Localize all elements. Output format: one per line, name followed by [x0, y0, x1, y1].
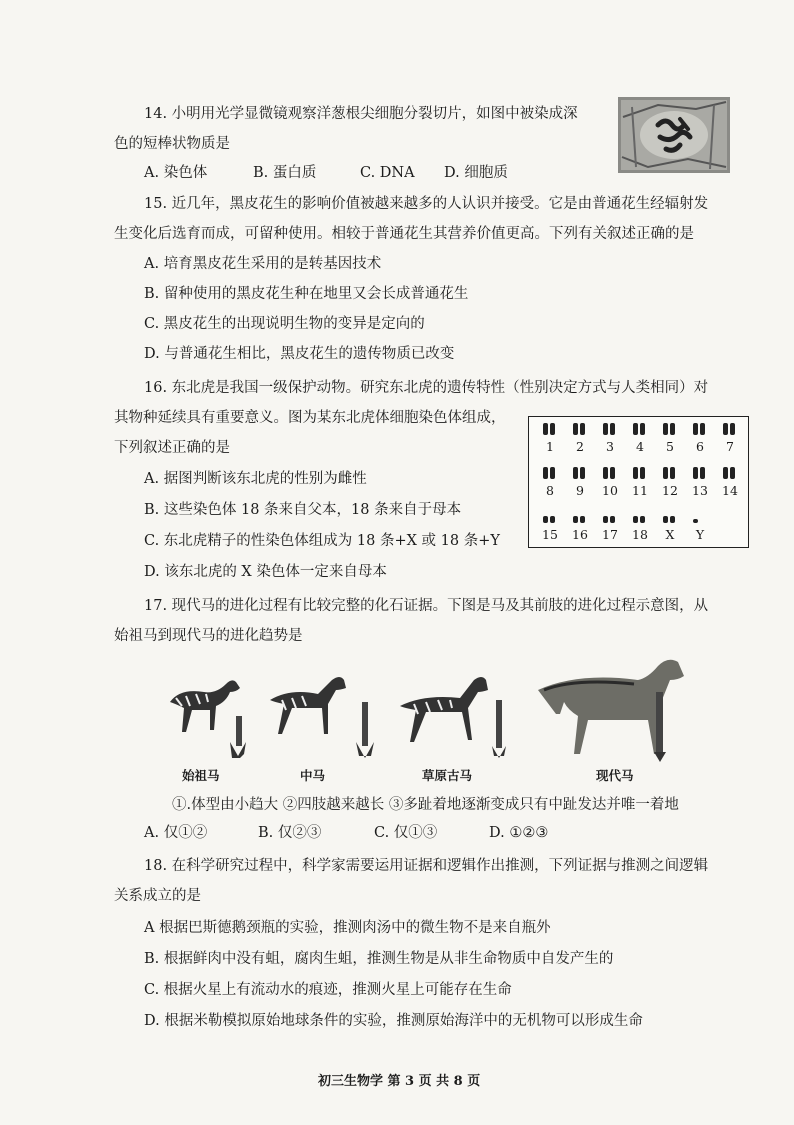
- q16-line2: 其物种延续具有重要意义。图为某东北虎体细胞染色体组成，: [114, 410, 506, 426]
- q14-option-d: D. 细胞质: [444, 165, 508, 181]
- karyotype-label-10: 10: [602, 483, 618, 498]
- q17-option-a: A. 仅①②: [144, 825, 208, 841]
- q15-option-c: C. 黑皮花生的出现说明生物的变异是定向的: [144, 316, 425, 332]
- karyotype-label-9: 9: [576, 483, 584, 498]
- q14-option-c: C. DNA: [360, 165, 415, 181]
- q18-line2: 关系成立的是: [114, 888, 201, 904]
- q17-option-c: C. 仅①③: [374, 825, 438, 841]
- chromosome-pair-7: [723, 423, 735, 435]
- q17-option-d: D. ①②③: [489, 825, 549, 841]
- chromosome-pair-2: [573, 423, 585, 435]
- q14-line2: 色的短棒状物质是: [114, 136, 230, 152]
- caption-eohippus: 始祖马: [182, 768, 220, 783]
- chromosome-pair-15: [543, 516, 555, 523]
- karyotype-label-4: 4: [636, 439, 644, 454]
- q15-option-d: D. 与普通花生相比，黑皮花生的遗传物质已改变: [144, 346, 455, 362]
- caption-merychippus: 草原古马: [422, 768, 473, 783]
- chromosome-pair-11: [633, 467, 645, 479]
- karyotype-label-8: 8: [546, 483, 554, 498]
- q16-line3: 下列叙述正确的是: [114, 440, 230, 456]
- q17-statements: ①.体型由小趋大 ②四肢越来越长 ③多趾着地逐渐变成只有中趾发达并唯一着地: [172, 797, 679, 813]
- chromosome-pair-1: [543, 423, 555, 435]
- q17-line1: 17. 现代马的进化过程有比较完整的化石证据。下图是马及其前肢的进化过程示意图，从: [144, 598, 709, 614]
- karyotype-label-14: 14: [722, 483, 738, 498]
- q18-line1: 18. 在科学研究过程中，科学家需要运用证据和逻辑作出推测，下列证据与推测之间逻辑: [144, 858, 709, 874]
- q16-option-d: D. 该东北虎的 X 染色体一定来自母本: [144, 564, 387, 580]
- q15-option-a: A. 培育黑皮花生采用的是转基因技术: [144, 256, 382, 272]
- q16-option-b: B. 这些染色体 18 条来自父本，18 条来自于母本: [144, 502, 462, 518]
- q14-option-a: A. 染色体: [144, 165, 208, 181]
- chromosome-pair-8: [543, 467, 555, 479]
- caption-modern-horse: 现代马: [596, 768, 634, 783]
- chromosome-pair-13: [693, 467, 705, 479]
- chromosome-pair-10: [603, 467, 615, 479]
- karyotype-label-Y: Y: [695, 527, 705, 542]
- q15-option-b: B. 留种使用的黑皮花生种在地里又会长成普通花生: [144, 286, 469, 302]
- karyotype-label-16: 16: [572, 527, 588, 542]
- chromosome-pair-14: [723, 467, 735, 479]
- q18-option-c: C. 根据火星上有流动水的痕迹，推测火星上可能存在生命: [144, 982, 512, 998]
- q16-option-a: A. 据图判断该东北虎的性别为雌性: [144, 471, 367, 487]
- horse-mesohippus-icon: [270, 677, 374, 758]
- chromosome-pair-9: [573, 467, 585, 479]
- chromosome-pair-6: [693, 423, 705, 435]
- q18-option-a: A 根据巴斯德鹅颈瓶的实验，推测肉汤中的微生物不是来自瓶外: [144, 920, 551, 936]
- q15-line1: 15. 近几年，黑皮花生的影响价值被越来越多的人认识并接受。它是由普通花生经辐射发: [144, 196, 709, 212]
- q14-option-b: B. 蛋白质: [253, 165, 317, 181]
- q17-option-b: B. 仅②③: [258, 825, 322, 841]
- chromosome-pair-18: [633, 516, 645, 523]
- karyotype-figure: [528, 416, 749, 548]
- q14-line1: 14. 小明用光学显微镜观察洋葱根尖细胞分裂切片，如图中被染成深: [144, 106, 578, 122]
- chromosome-pair-X: [663, 516, 675, 523]
- karyotype-label-6: 6: [696, 439, 704, 454]
- karyotype-label-2: 2: [576, 439, 584, 454]
- q15-line2: 生变化后选育而成，可留种使用。相较于普通花生其营养价值更高。下列有关叙述正确的是: [114, 226, 694, 242]
- chromosome-pair-16: [573, 516, 585, 523]
- karyotype-label-3: 3: [606, 439, 614, 454]
- karyotype-label-18: 18: [632, 527, 648, 542]
- caption-mesohippus: 中马: [300, 768, 326, 783]
- chromosome-pair-Y: [693, 519, 698, 523]
- karyotype-label-5: 5: [666, 439, 674, 454]
- karyotype-label-12: 12: [662, 483, 678, 498]
- q16-line1: 16. 东北虎是我国一级保护动物。研究东北虎的遗传特性（性别决定方式与人类相同）对: [144, 380, 709, 396]
- horse-eohippus-icon: [170, 680, 246, 758]
- microscope-cell-image: [618, 97, 730, 173]
- q17-line2: 始祖马到现代马的进化趋势是: [114, 628, 303, 644]
- karyotype-label-X: X: [665, 527, 675, 542]
- karyotype-label-11: 11: [632, 483, 648, 498]
- chromosome-pair-5: [663, 423, 675, 435]
- chromosome-pair-12: [663, 467, 675, 479]
- karyotype-label-7: 7: [726, 439, 734, 454]
- q18-option-d: D. 根据米勒模拟原始地球条件的实验，推测原始海洋中的无机物可以形成生命: [144, 1013, 643, 1029]
- page-footer: 初三生物学 第 3 页 共 8 页: [318, 1074, 481, 1089]
- chromosome-pair-17: [603, 516, 615, 523]
- karyotype-label-15: 15: [542, 527, 558, 542]
- q18-option-b: B. 根据鲜肉中没有蛆，腐肉生蛆，推测生物是从非生命物质中自发产生的: [144, 951, 614, 967]
- chromosome-pair-3: [603, 423, 615, 435]
- chromosome-pair-4: [633, 423, 645, 435]
- karyotype-label-13: 13: [692, 483, 708, 498]
- q16-option-c: C. 东北虎精子的性染色体组成为 18 条+X 或 18 条+Y: [144, 533, 500, 549]
- karyotype-label-17: 17: [602, 527, 618, 542]
- horse-merychippus-icon: [400, 677, 506, 758]
- horse-evolution-figure: [150, 650, 690, 790]
- horse-modern-icon: [538, 660, 684, 762]
- karyotype-label-1: 1: [546, 439, 554, 454]
